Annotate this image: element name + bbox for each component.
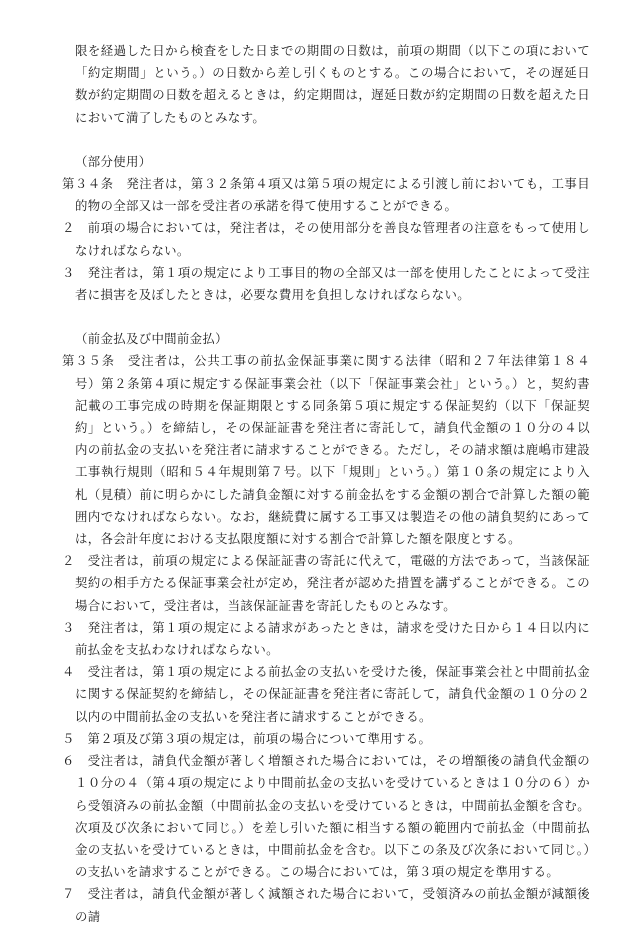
spacer [62,306,590,328]
article-34-main: 第３４条 発注者は，第３２条第４項又は第５項の規定による引渡し前においても，工事目的物の全部又は一部を受注者の承諾を得て使用することができる。 [62,176,590,214]
article-35-item-2: ２ 受注者は，前項の規定による保証証書の寄託に代えて，電磁的方法であって，当該保証契約の相手方たる保証事業会社が定め，発注者が認めた措置を講ずることができる。この場合において，受注者は，当該保証証書を寄託したものとみなす。 [62,553,590,613]
article-34-item-2: ２ 前項の場合においては，発注者は，その使用部分を善良な管理者の注意をもって使用しなければならない。 [62,220,590,258]
article-35-item-4: ４ 受注者は，第１項の規定による前払金の支払いを受けた後，保証事業会社と中間前払金に関する保証契約を締結し，その保証証書を発注者に寄託して，請負代金額の１０分の２以内の中間前払金の支払いを発注者に請求することができる。 [62,664,590,724]
article-35-item-3: ３ 発注者は，第１項の規定による請求があったときは，請求を受けた日から１４日以内に前払金を支払わなければならない。 [62,619,590,658]
article-35-heading: （前金払及び中間前金払） [75,331,228,347]
article-34-heading: （部分使用） [75,153,152,169]
article-35-item-5: ５ 第２項及び第３項の規定は，前項の場合について準用する。 [62,730,432,746]
article-34-item-3: ３ 発注者は，第１項の規定により工事目的物の全部又は一部を使用したことによって受注者に損害を及ぼしたときは，必要な費用を負担しなければならない。 [62,264,590,303]
spacer [62,129,590,151]
article-35-item-6: ６ 受注者は，請負代金額が著しく増額された場合においては，その増額後の請負代金額の１０分の４（第４項の規定により中間前払金の支払いを受けているときは１０分の６）から受領済みの前払金額（中間前払金の支払いを受けているときは，中間前払金額を含む。次項及び次条において同じ。）を差し引いた額に相当する額の範囲内で前払金（中間前払金の支払いを受けているときは，中間前払金を含む。以下この条及び次条において同じ。）の支払いを請求することができる。この場合においては，第３項の規定を準用する。 [62,753,590,880]
article-35-item-7: ７ 受注者は，請負代金額が著しく減額された場合において，受領済みの前払金額が減額後の請 [62,886,590,924]
article-35-main: 第３５条 受注者は，公共工事の前払金保証事業に関する法律（昭和２７年法律第１８４号）第２条第４項に規定する保証事業会社（以下「保証事業会社」という。）と，契約書記載の工事完成の時期を保証期限とする同条第５項に規定する保証契約（以下「保証契約」という。）を締結し，その保証証書を発注者に寄託して，請負代金額の１０分の４以内の前払金の支払いを発注者に請求することができる。ただし，その請求額は鹿嶋市建設工事執行規則（昭和５４年規則第７号。以下「規則」という。）第１０条の規定により入札（見積）前に明らかにした請負金額に対する前金払をする金額の割合で計算した額の範囲内でなければならない。なお，継続費に属する工事又は製造その他の請負契約にあっては，各会計年度における支払限度額に対する割合で計算した額を限度とする。 [62,353,590,547]
intro-paragraph: 限を経過した日から検査をした日までの期間の日数は，前項の期間（以下この項において「約定期間」という。）の日数から差し引くものとする。この場合において，その遅延日数が約定期間の日数を超えるときは，約定期間は，遅延日数が約定期間の日数を超えた日において満了したものとみなす。 [75,43,590,125]
